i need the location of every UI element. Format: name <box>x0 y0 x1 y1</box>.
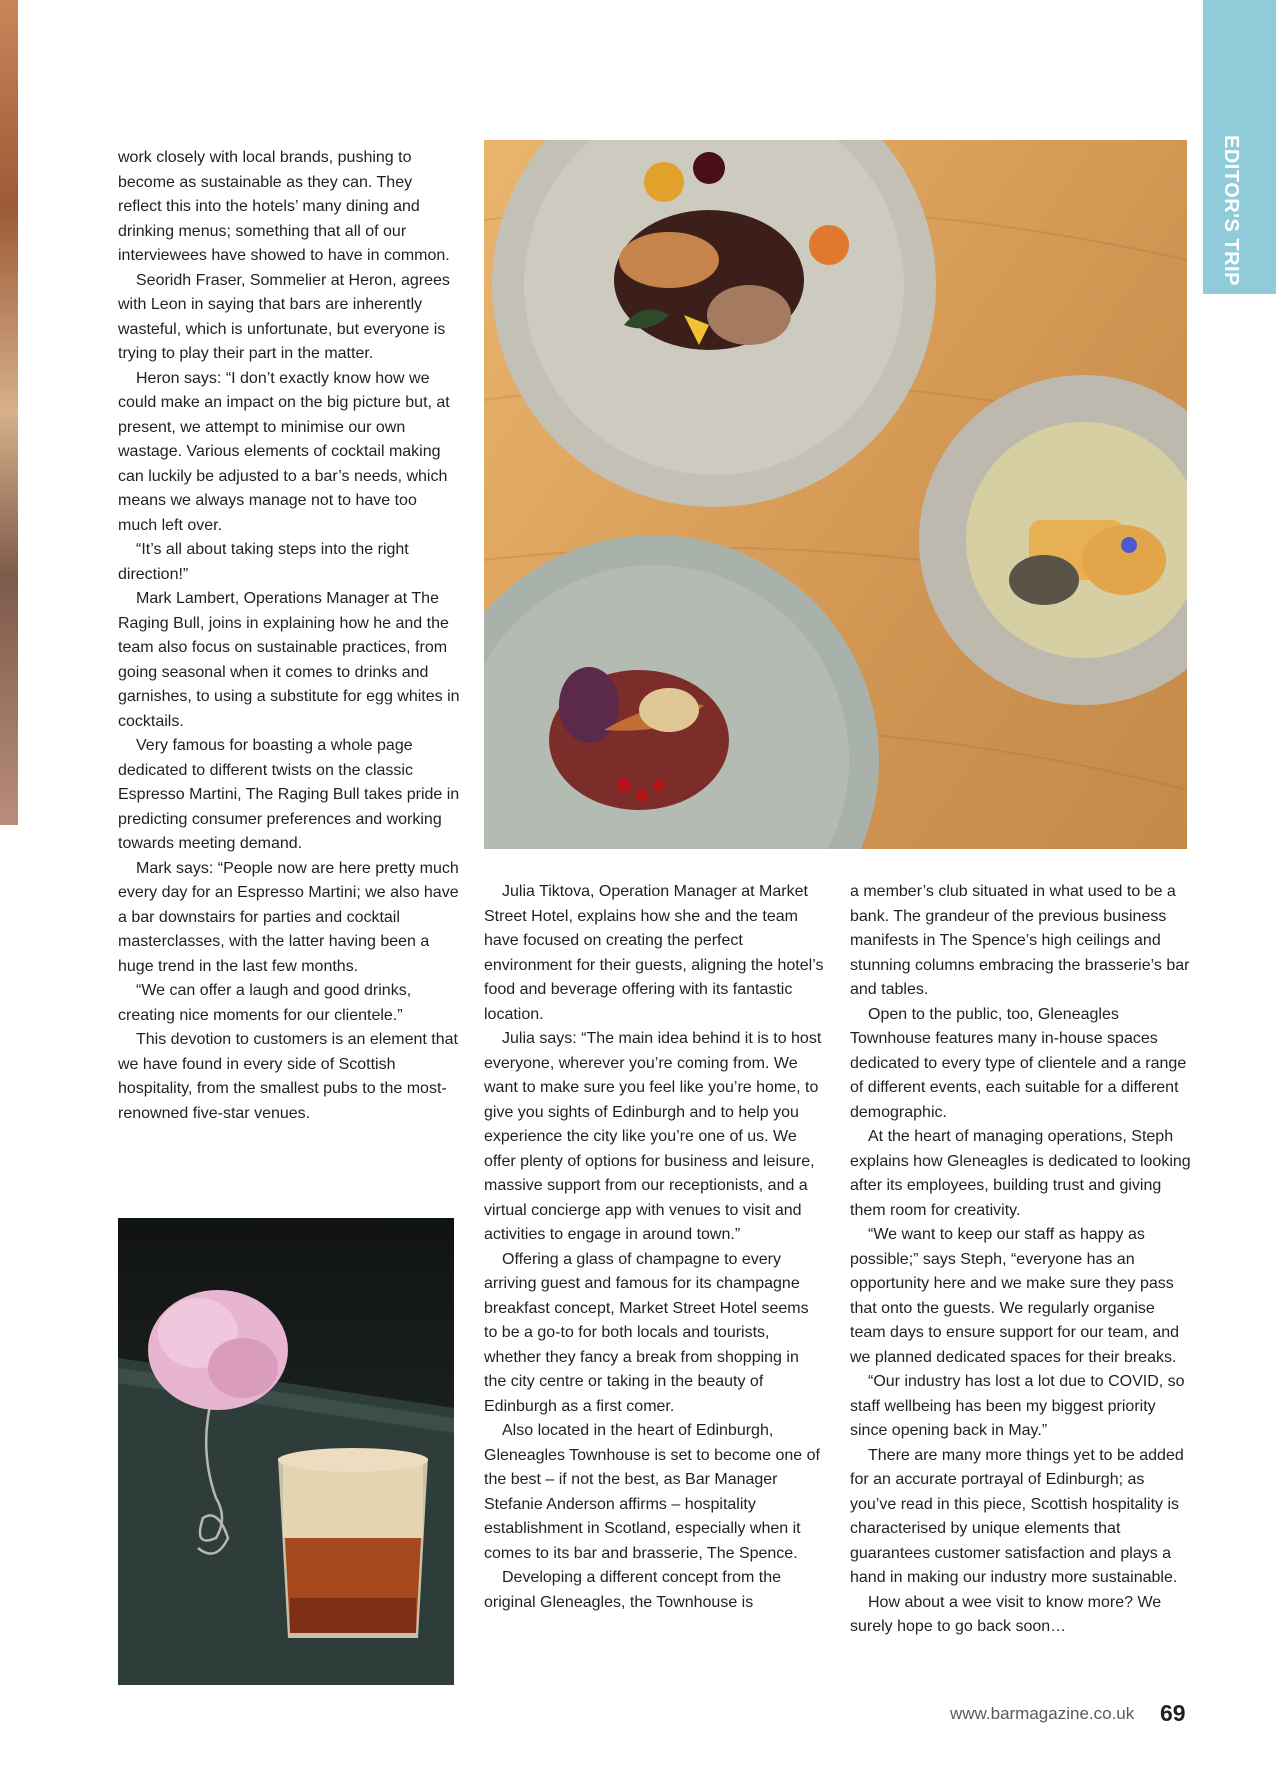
paragraph: Developing a different concept from the original Gleneagles, the Townhouse is <box>484 1569 781 1611</box>
article-column-right <box>850 880 1192 1640</box>
paragraph: Very famous for boasting a whole page dedicated to different twists on the classic Espresso Martini, The Raging Bull takes pride in predicting consumer preferences and working towards meeting demand. <box>118 737 460 852</box>
cocktail-photo <box>118 1218 454 1685</box>
paragraph: Also located in the heart of Edinburgh, Gleneagles Townhouse is set to become one of the best – if not the best, as Bar Manager Stefanie Anderson affirms – hospitality establishment in Scotland, especially when it comes to its bar and brasserie, The Spence. <box>484 1422 820 1562</box>
section-tab-label: EDITOR'S TRIP <box>1220 135 1242 286</box>
paragraph: “Our industry has lost a lot due to COVID, so staff wellbeing has been my biggest priority since opening back in May.” <box>850 1373 1185 1439</box>
paragraph: Open to the public, too, Gleneagles Townhouse features many in-house spaces dedicated to every type of clientele and a range of different events, each suitable for a different demographic. <box>850 1005 1187 1121</box>
paragraph: Heron says: “I don’t exactly know how we could make an impact on the big picture but, at present, we attempt to minimise our own wastage. Various elements of cocktail making can luckily be adjusted to a bar’s needs, which means we always manage not to have too much left over. <box>118 369 450 534</box>
article-column-middle <box>484 880 825 1615</box>
paragraph: “It’s all about taking steps into the right direction!” <box>118 541 409 583</box>
page-number: 69 <box>1160 1700 1186 1726</box>
paragraph: “We want to keep our staff as happy as possible;” says Steph, “everyone has an opportunity here and we make sure they pass that onto the guests. We regularly organise team days to ensure support for our team, and we planned dedicated spaces for their breaks. <box>850 1226 1180 1366</box>
paragraph: a member’s club situated in what used to be a bank. The grandeur of the previous business manifests in The Spence’s high ceilings and stunning columns embracing the brasserie’s bar and tables. <box>850 883 1190 998</box>
page-edge-strip <box>0 0 18 825</box>
paragraph: Mark says: “People now are here pretty much every day for an Espresso Martini; we also have a bar downstairs for parties and cocktail masterclasses, with the latter having been a huge trend in the last few months. <box>118 859 459 975</box>
paragraph: “We can offer a laugh and good drinks, creating nice moments for our clientele.” <box>118 982 412 1024</box>
paragraph: At the heart of managing operations, Steph explains how Gleneagles is dedicated to looking after its employees, building trust and giving them room for creativity. <box>850 1128 1191 1219</box>
article-column-left <box>118 146 460 1126</box>
paragraph: Mark Lambert, Operations Manager at The Raging Bull, joins in explaining how he and the team also focus on sustainable practices, from going seasonal when it comes to drinks and garnishes, to using a substitute for egg whites in cocktails. <box>118 590 460 730</box>
food-plates-illustration <box>484 140 1187 849</box>
paragraph: work closely with local brands, pushing to become as sustainable as they can. They reflect this into the hotels’ many dining and drinking menus; something that all of our interviewees have showed to have in common. <box>118 149 450 264</box>
paragraph: This devotion to customers is an element that we have found in every side of Scottish hospitality, from the smallest pubs to the most-renowned five-star venues. <box>118 1031 458 1122</box>
cocktail-illustration <box>118 1218 454 1685</box>
paragraph: Julia Tiktova, Operation Manager at Market Street Hotel, explains how she and the team have focused on creating the perfect environment for their guests, aligning the hotel’s food and beverage offering with its fantastic location. <box>484 883 824 1023</box>
paragraph: How about a wee visit to know more? We surely hope to go back soon… <box>850 1593 1162 1635</box>
paragraph: Seoridh Fraser, Sommelier at Heron, agrees with Leon in saying that bars are inherently wasteful, which is unfortunate, but everyone is trying to play their part in the matter. <box>118 271 450 362</box>
food-plates-photo <box>484 140 1187 849</box>
footer-website-link[interactable]: www.barmagazine.co.uk <box>950 1704 1135 1723</box>
paragraph: Julia says: “The main idea behind it is to host everyone, wherever you’re coming from. We want to make sure you feel like you’re home, to give you sights of Edinburgh and to help you experience the city like you’re one of us. We offer plenty of options for business and leisure, massive support from our receptionists, and a virtual concierge app with venues to visit and activities to engage in around town.” <box>484 1030 822 1243</box>
paragraph: Offering a glass of champagne to every arriving guest and famous for its champagne breakfast concept, Market Street Hotel seems to be a go-to for both locals and tourists, whether they fancy a break from shopping in the city centre or taking in the beauty of Edinburgh as a first comer. <box>484 1250 809 1415</box>
paragraph: There are many more things yet to be added for an accurate portrayal of Edinburgh; as you’ve read in this piece, Scottish hospitality is characterised by unique elements that guarantees customer satisfaction and plays a hand in making our industry more sustainable. <box>850 1446 1184 1586</box>
